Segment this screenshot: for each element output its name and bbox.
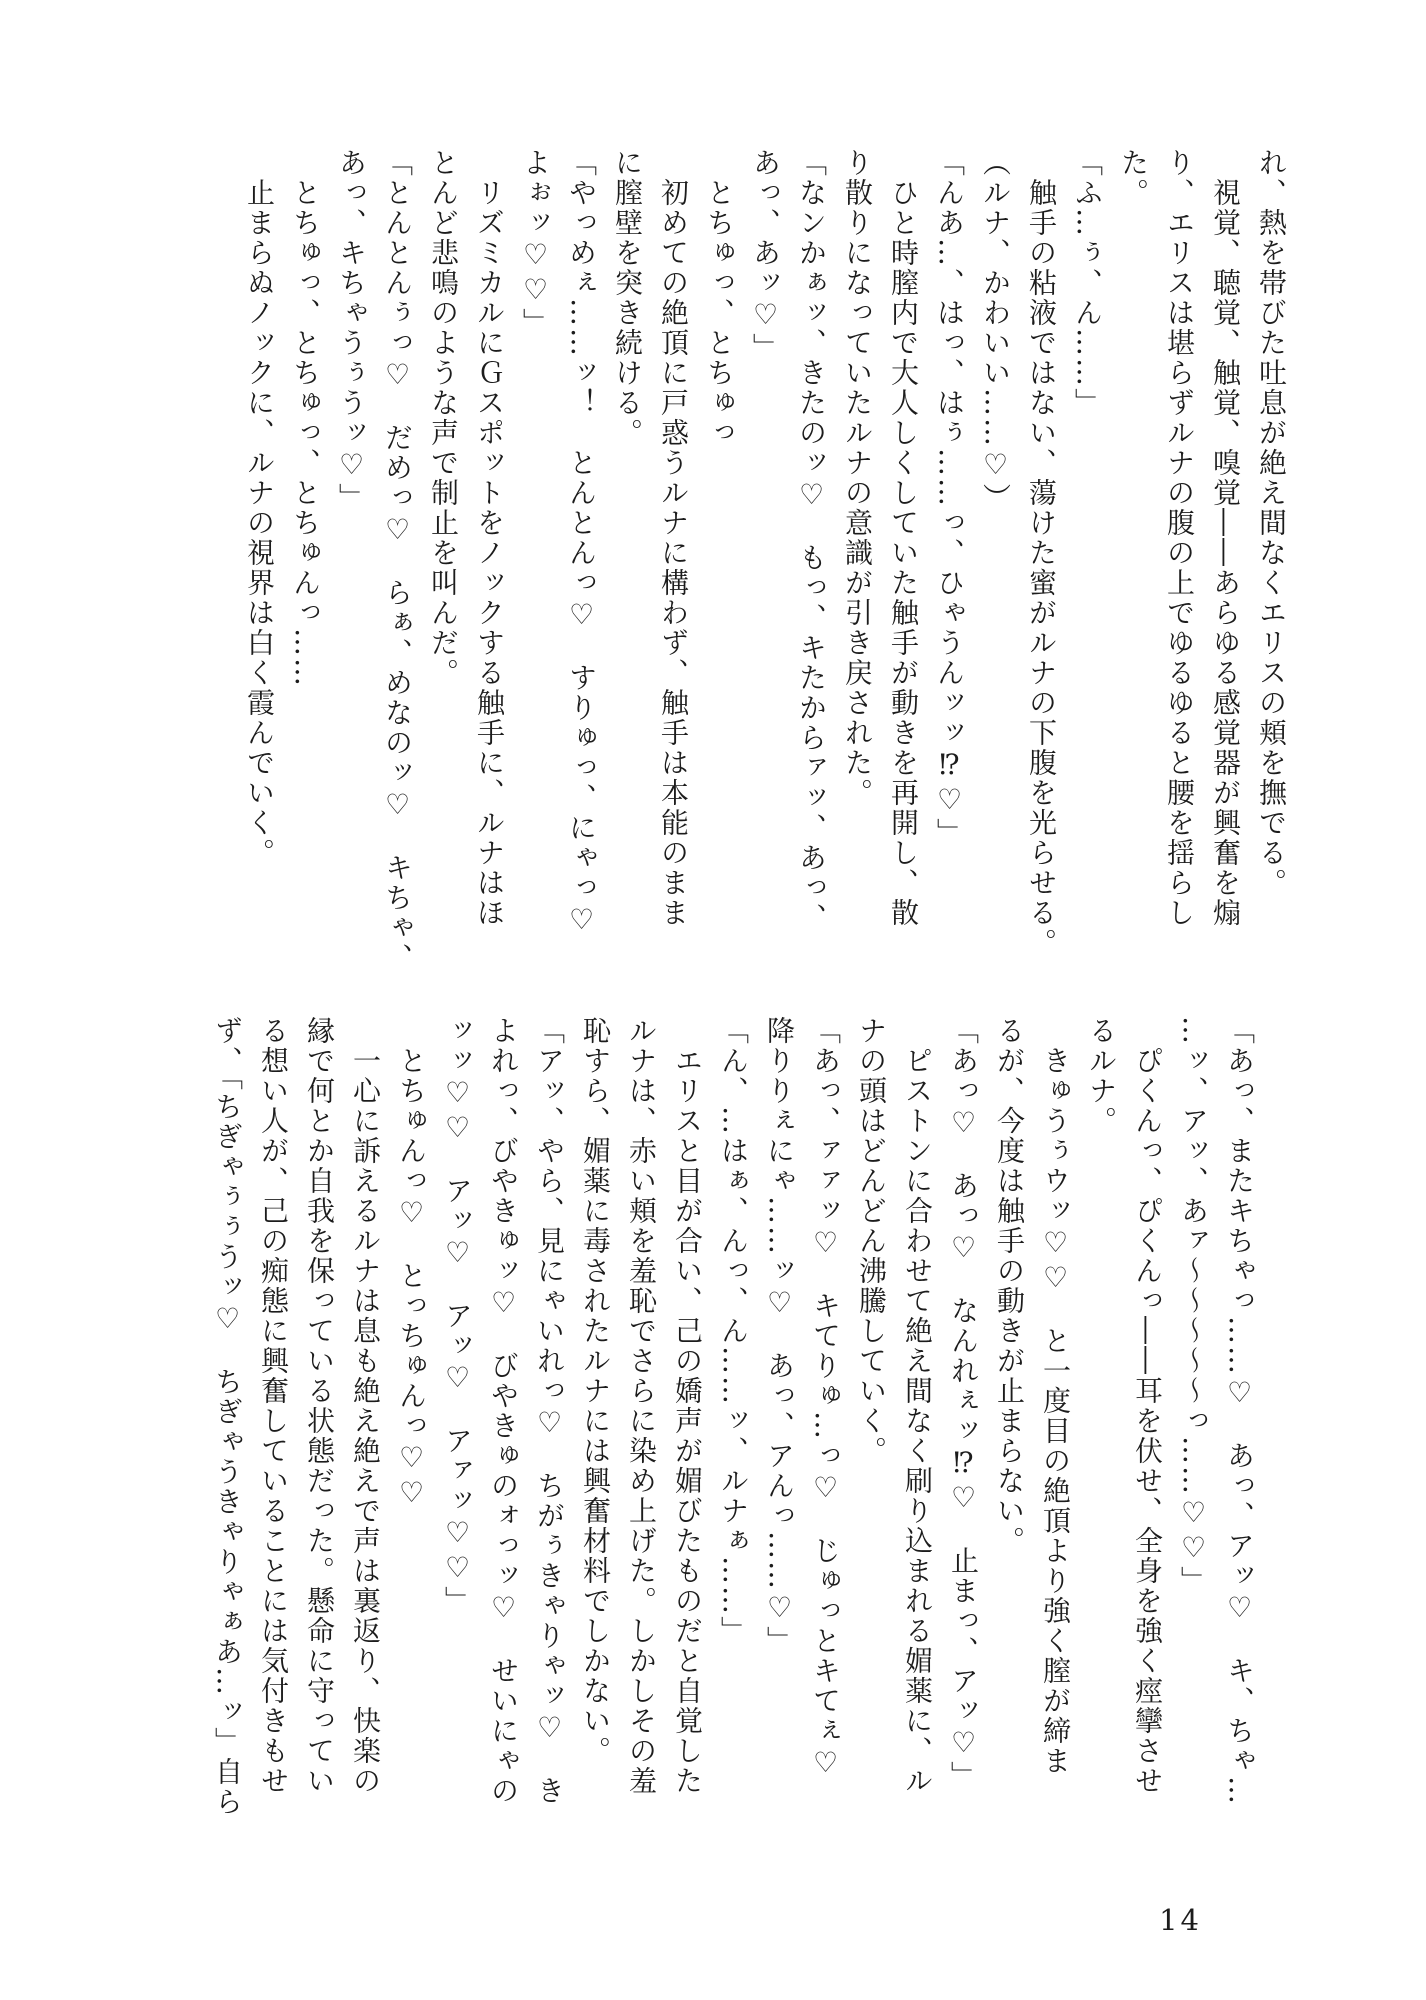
text-line: （ルナ、かわいい……♡） <box>979 148 1012 513</box>
text-line: 「ん、…はぁ、んっ、ん……ッ、ルナぁ……」 <box>717 1016 750 1646</box>
text-line: 「んあ…、はっ、はぅ……っ、ひゃうんッッ⁉♡」 <box>933 148 966 848</box>
text-line: り、エリスは堪らずルナの腹の上でゆるゆると腰を揺らし <box>1163 148 1196 928</box>
text-line: 縁で何とか自我を保っている状態だった。懸命に守ってい <box>303 1016 336 1796</box>
text-line: 降りりぇにゃ……ッ♡ あっ、アんっ……♡」 <box>763 1016 796 1656</box>
text-line: とちゅんっ♡ とっちゅんっ♡♡ <box>395 1016 428 1511</box>
text-line: り散りになっていたルナの意識が引き戻された。 <box>841 148 874 808</box>
text-line: 「とんとんぅっ♡ だめっ♡ らぁ、めなのッ♡ キちゃ、 <box>381 148 414 973</box>
text-line: 一心に訴えるルナは息も絶え絶えで声は裏返り、快楽の <box>349 1016 382 1796</box>
text-line: 「あっ、ァァッ♡ キてりゅ…っ♡ じゅっとキてぇ♡ <box>809 1016 842 1781</box>
text-line: 初めての絶頂に戸惑うルナに構わず、触手は本能のまま <box>657 148 690 928</box>
page-number: 14 <box>1159 1903 1202 1937</box>
text-line: ピストンに合わせて絶え間なく刷り込まれる媚薬に、ル <box>901 1016 934 1796</box>
text-line: 「ふ…ぅ、ん……」 <box>1071 148 1104 418</box>
text-line: 視覚、聴覚、触覚、嗅覚――あらゆる感覚器が興奮を煽 <box>1209 148 1242 928</box>
text-line: 恥すら、媚薬に毒されたルナには興奮材料でしかない。 <box>579 1016 612 1766</box>
text-line: ルナは、赤い頬を羞恥でさらに染め上げた。しかしその羞 <box>625 1016 658 1796</box>
lower-text-block <box>204 1016 1262 1817</box>
text-line: ひと時膣内で大人しくしていた触手が動きを再開し、散 <box>887 148 920 928</box>
text-line: た。 <box>1117 148 1150 208</box>
upper-text-block <box>236 148 1294 973</box>
text-line: ず、「ちぎゃぅぅうッ♡ ちぎゃうきゃりゃぁあ…ッ」自ら <box>211 1016 244 1817</box>
text-line: れ、熱を帯びた吐息が絶え間なくエリスの頬を撫でる。 <box>1255 148 1288 898</box>
text-line: あっ、あッ♡」 <box>749 148 782 363</box>
text-line: よれっ、びやきゅッ♡ びやきゅのォっッ♡ せいにゃの <box>487 1016 520 1806</box>
text-line: エリスと目が合い、己の嬌声が媚びたものだと自覚した <box>671 1016 704 1796</box>
text-line: ッッ♡♡ アッ♡ アッ♡ アァッ♡♡」 <box>441 1016 474 1616</box>
text-line: きゅうぅウッ♡♡ と一度目の絶頂より強く膣が締ま <box>1039 1016 1072 1776</box>
text-line: 触手の粘液ではない、蕩けた蜜がルナの下腹を光らせる。 <box>1025 148 1058 958</box>
text-line: 「あっ、またキちゃっ……♡ あっ、アッ♡ キ、ちゃ… <box>1223 1016 1256 1806</box>
text-line: よぉッ♡♡」 <box>519 148 552 338</box>
text-line: るが、今度は触手の動きが止まらない。 <box>993 1016 1026 1556</box>
text-line: リズミカルにＧスポットをノックする触手に、ルナはほ <box>473 148 506 928</box>
text-line: 「あっ♡ あっ♡ なんれぇッ⁉♡ 止まっ、アッ♡」 <box>947 1016 980 1791</box>
text-line: 「アッ、やら、見にゃいれっ♡ ちがぅきゃりゃッ♡ き <box>533 1016 566 1806</box>
text-line: 「なンかぁッ、きたのッ♡ もっ、キたからァッ、あっ、 <box>795 148 828 933</box>
text-line: るルナ。 <box>1085 1016 1118 1136</box>
text-line: ナの頭はどんどん沸騰していく。 <box>855 1016 888 1466</box>
text-line: とんど悲鳴のような声で制止を叫んだ。 <box>427 148 460 688</box>
text-line: とちゅっ、とちゅっ <box>703 148 736 448</box>
text-line: に膣壁を突き続ける。 <box>611 148 644 448</box>
text-line: ぴくんっ、ぴくんっ――耳を伏せ、全身を強く痙攣させ <box>1131 1016 1164 1796</box>
text-line: とちゅっ、とちゅっ、とちゅんっ…… <box>289 148 322 688</box>
text-line: 「やっめぇ……ッ！ とんとんっ♡ すりゅっ、にゃっ♡ <box>565 148 598 938</box>
text-line: あっ、キちゃうぅうッ♡」 <box>335 148 368 513</box>
text-line: …ッ、アッ、あァ～～～～～っ……♡♡」 <box>1177 1016 1210 1596</box>
text-line: 止まらぬノックに、ルナの視界は白く霞んでいく。 <box>243 148 276 868</box>
text-line: る想い人が、己の痴態に興奮していることには気付きもせ <box>257 1016 290 1796</box>
